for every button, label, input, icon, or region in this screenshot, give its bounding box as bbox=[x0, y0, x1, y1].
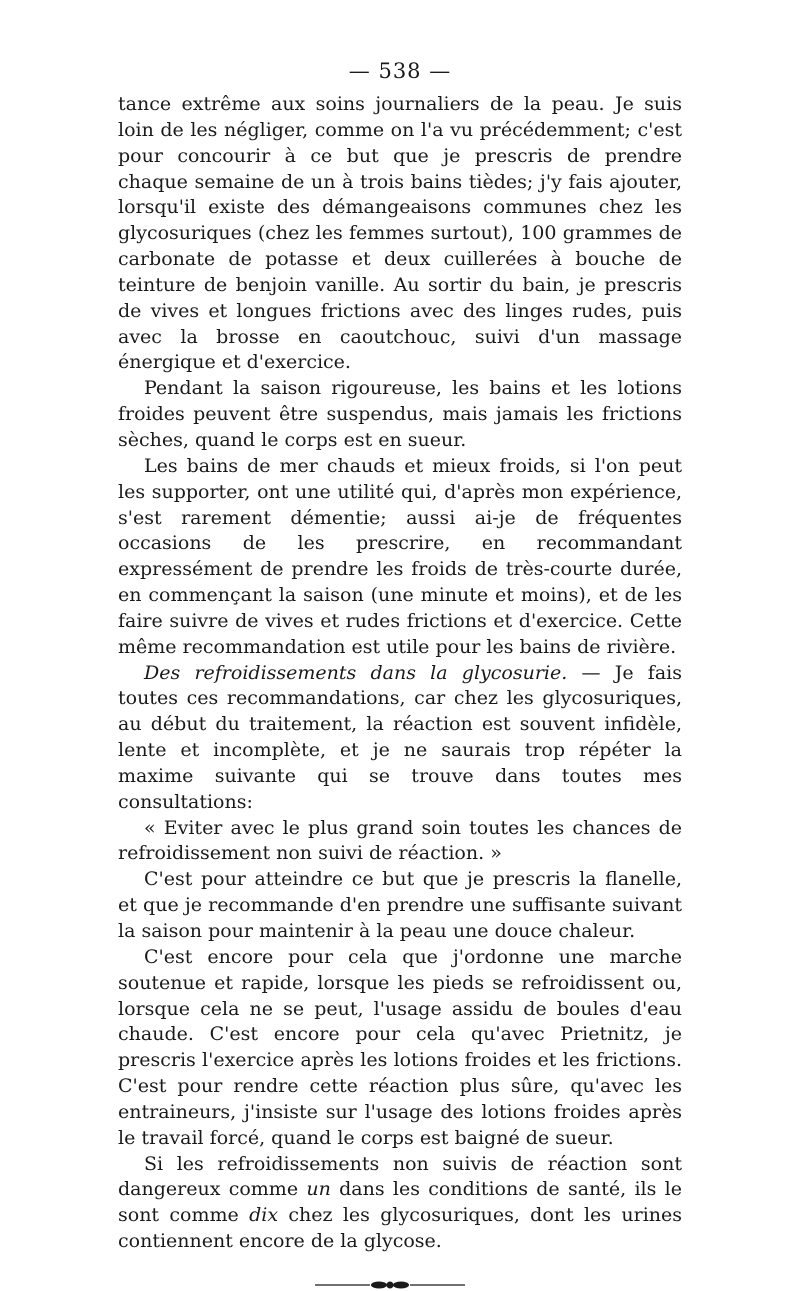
paragraph-4-text: — Je fais toutes ces recommandations, car chez les glycosuriques, au début du traitement, la réaction est souvent infidèle, lente et incomplète, et je ne saurais trop répéter la maxime suivante qui se trouve dans toutes mes consultations: bbox=[118, 661, 682, 813]
paragraph-8 bbox=[118, 1152, 682, 1255]
ornament-rule-icon bbox=[315, 1279, 465, 1291]
paragraph-1: tance extrême aux soins journaliers de la peau. Je suis loin de les négliger, comme on l'a vu précédemment; c'est pour concourir à ce but que je prescris de prendre chaque semaine de un à trois bains tièdes; j'y fais ajouter, lorsqu'il existe des démangeaisons communes chez les glycosuriques (chez les femmes surtout), 100 grammes de carbonate de potasse et deux cuillerées à bouche de teinture de benjoin vanille. Au sortir du bain, je prescris de vives et longues frictions avec des linges rudes, puis avec la brosse en caoutchouc, suivi d'un massage énergique et d'exercice. bbox=[118, 93, 682, 374]
paragraph-2: Pendant la saison rigoureuse, les bains et les lotions froides peuvent être suspendus, mais jamais les frictions sèches, quand le corps est en sueur. bbox=[118, 377, 682, 451]
paragraph-6: C'est pour atteindre ce but que je prescris la flanelle, et que je recommande d'en prendre une suffisante suivant la saison pour maintenir à la peau une douce chaleur. bbox=[118, 868, 682, 942]
paragraph-7: C'est encore pour cela que j'ordonne une marche soutenue et rapide, lorsque les pieds se refroidissent ou, lorsque cela ne se peut, l'usage assidu de boules d'eau chaude. C'est encore pour cela qu'avec Prietnitz, je prescris l'exercice après les lotions froides et les frictions. C'est pour rendre cette réaction plus sûre, qu'avec les entraineurs, j'insiste sur l'usage des lotions froides après le travail forcé, quand le corps est baigné de sueur. bbox=[118, 945, 682, 1149]
paragraph-8-text-b: dans les conditions de santé, ils le sont comme bbox=[118, 1178, 682, 1227]
ornament-rule bbox=[315, 1279, 465, 1291]
emphasis-un: un bbox=[306, 1178, 331, 1201]
paragraph-4 bbox=[118, 661, 682, 816]
emphasis-dix: dix bbox=[249, 1204, 279, 1227]
page-number: — 538 — bbox=[348, 59, 452, 83]
section-heading: Des refroidissements dans la glycosurie. bbox=[144, 661, 568, 684]
paragraph-5-quote: « Eviter avec le plus grand soin toutes les chances de refroidissement non suivi de réaction. » bbox=[118, 816, 682, 865]
paragraph-8-text-a: Si les refroidissements non suivis de réaction sont dangereux comme bbox=[118, 1152, 682, 1201]
book-page bbox=[118, 56, 682, 1291]
paragraph-8-text-c: chez les glycosuriques, dont les urines contiennent encore de la glycose. bbox=[118, 1204, 683, 1253]
paragraph-3: Les bains de mer chauds et mieux froids, si l'on peut les supporter, ont une utilité qui, d'après mon expérience, s'est rarement démentie; aussi ai-je de fréquentes occasions de les prescrire, en recommandant expressément de prendre les froids de très-courte durée, en commençant la saison (une minute et moins), et de les faire suivre de vives et rudes frictions et d'exercice. Cette même recommandation est utile pour les bains de rivière. bbox=[118, 454, 682, 658]
